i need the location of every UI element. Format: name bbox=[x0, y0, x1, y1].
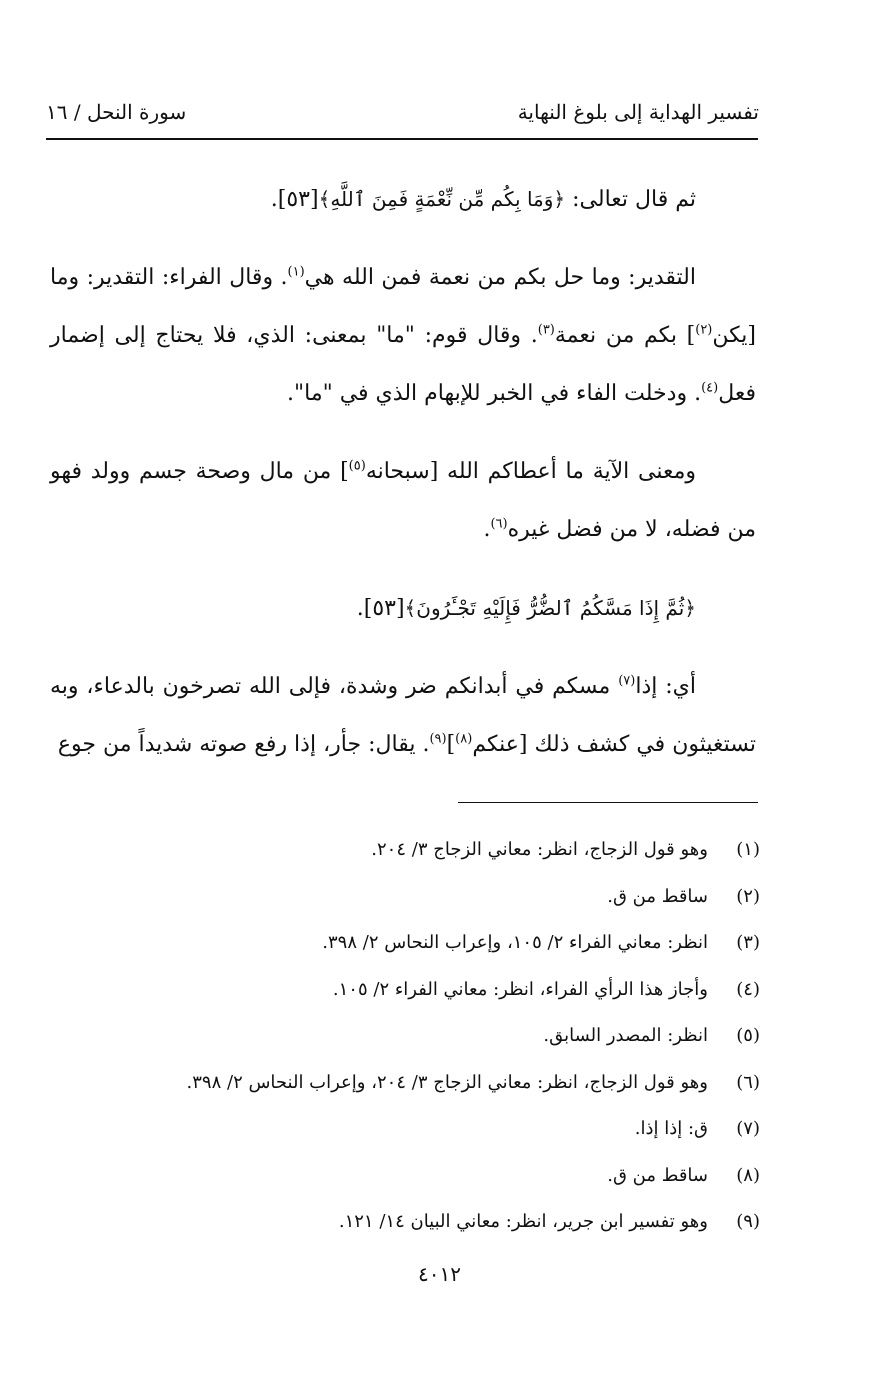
footnote-marker: (٩) bbox=[429, 731, 447, 747]
text-run: ومعنى الآية ما أعطاكم الله [سبحانه bbox=[365, 459, 697, 484]
footnote-marker: (٨) bbox=[455, 731, 473, 747]
footnote-item bbox=[100, 1063, 760, 1110]
footnote-number: (٩) bbox=[736, 1211, 760, 1232]
text-run: ] من مال وصحة جسم وولد فهو من فضله، لا من فضل غيره bbox=[50, 459, 756, 542]
text-run: . bbox=[483, 517, 491, 542]
footnote-rule bbox=[458, 802, 758, 803]
text-run: ] bbox=[446, 732, 456, 757]
footnote-number: (٨) bbox=[736, 1164, 760, 1186]
footnote-number: (٦) bbox=[736, 1071, 760, 1093]
footnote-marker: (٢) bbox=[695, 322, 713, 338]
verse-ref: [٥٣]. bbox=[356, 596, 405, 621]
quran-verse: ﴿وَمَا بِكُم مِّن نِّعْمَةٍ فَمِنَ ٱللَّهِ﴾ bbox=[318, 187, 566, 211]
footnote-marker: (٣) bbox=[537, 322, 555, 338]
book-title: تفسير الهداية إلى بلوغ النهاية bbox=[517, 100, 759, 124]
footnote-marker: (٤) bbox=[701, 380, 719, 396]
text-run: مسكم في أبدانكم ضر وشدة، فإلى الله تصرخون بالدعاء، وبه تستغيثون في كشف ذلك [عنكم bbox=[50, 674, 756, 757]
quran-verse: ﴿ثُمَّ إِذَا مَسَّكُمُ ٱلضُّرُّ فَإِلَيْهِ تَجْـَٔرُونَ﴾ bbox=[404, 596, 696, 620]
footnote-number: (٤) bbox=[736, 978, 760, 1000]
footnote-text: انظر: معاني الفراء ٢/ ١٠٥، وإعراب النحاس ٢/ ٣٩٨. bbox=[322, 932, 708, 953]
footnote-number: (٧) bbox=[736, 1118, 760, 1139]
paragraph-taqdir bbox=[50, 249, 756, 423]
footnote-number: (٣) bbox=[736, 932, 760, 953]
footnote-item bbox=[100, 877, 760, 924]
footnote-text: وهو تفسير ابن جرير، انظر: معاني البيان ١٤/ ١٢١. bbox=[338, 1211, 708, 1232]
page-number: ٤٠١٢ bbox=[418, 1262, 461, 1286]
footnote-item bbox=[100, 1202, 760, 1249]
footnote-marker: (١) bbox=[287, 264, 305, 280]
footnote-item bbox=[100, 830, 760, 877]
footnote-text: انظر: المصدر السابق. bbox=[543, 1025, 708, 1046]
text-run: التقدير: وما حل بكم من نعمة فمن الله هي bbox=[304, 265, 696, 290]
header-rule bbox=[46, 138, 758, 140]
footnote-text: وهو قول الزجاج، انظر: معاني الزجاج ٣/ ٢٠٤، وإعراب النحاس ٢/ ٣٩٨. bbox=[186, 1071, 708, 1093]
footnote-number: (٥) bbox=[736, 1025, 760, 1046]
paragraph-verse-53b bbox=[50, 579, 756, 638]
footnotes bbox=[100, 830, 760, 1249]
surah-label: سورة النحل / ١٦ bbox=[46, 100, 187, 124]
footnote-number: (١) bbox=[736, 839, 760, 860]
paragraph-meaning bbox=[50, 443, 756, 559]
footnote-text: وأجاز هذا الرأي الفراء، انظر: معاني الفراء ٢/ ١٠٥. bbox=[332, 978, 708, 1000]
footnote-marker: (٦) bbox=[490, 516, 508, 532]
verse-lead: ثم قال تعالى: bbox=[565, 187, 696, 212]
text-run: . وقال الفراء: التقدير: وما [يكن bbox=[50, 265, 756, 348]
footnote-marker: (٧) bbox=[618, 673, 636, 689]
footnote-text: وهو قول الزجاج، انظر: معاني الزجاج ٣/ ٢٠٤. bbox=[371, 839, 708, 860]
text-run: أي: إذا bbox=[635, 674, 697, 699]
text-run: . وقال قوم: "ما" بمعنى: الذي، فلا يحتاج إلى إضمار فعل bbox=[50, 323, 756, 406]
text-run: . يقال: جأر، إذا رفع صوته شديداً من جوع bbox=[57, 732, 430, 757]
verse-ref: [٥٣]. bbox=[270, 187, 319, 212]
running-header bbox=[46, 100, 759, 134]
footnote-item bbox=[100, 970, 760, 1017]
footnote-item bbox=[100, 1109, 760, 1156]
footnote-number: (٢) bbox=[736, 885, 760, 907]
footnote-marker: (٥) bbox=[348, 458, 366, 474]
paragraph-verse-53a bbox=[50, 170, 756, 229]
text-run: ] بكم من نعمة bbox=[554, 323, 696, 348]
main-text bbox=[50, 170, 756, 794]
footnote-item bbox=[100, 1156, 760, 1203]
footnote-text: ساقط من ق. bbox=[607, 1164, 708, 1186]
footnote-text: ساقط من ق. bbox=[607, 885, 708, 907]
footnote-text: ق: إذا إذا. bbox=[634, 1118, 708, 1139]
text-run: . ودخلت الفاء في الخبر للإبهام الذي في "ما". bbox=[287, 381, 702, 406]
paragraph-explanation bbox=[50, 658, 756, 774]
footnote-item bbox=[100, 1016, 760, 1063]
footnote-item bbox=[100, 923, 760, 970]
